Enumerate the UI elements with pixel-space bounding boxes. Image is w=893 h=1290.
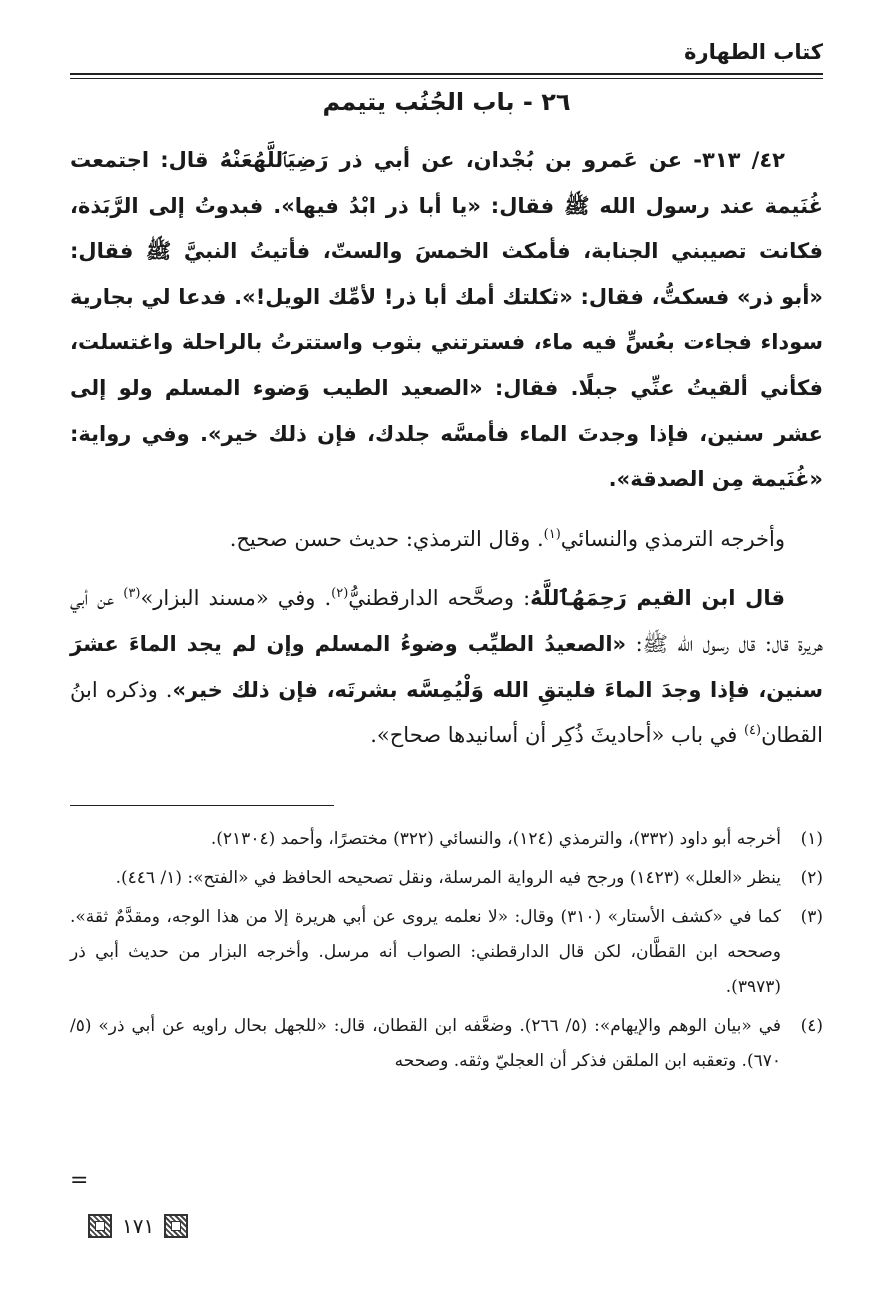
ornament-right-icon: [164, 1214, 188, 1238]
takhrij-text-a: وأخرجه الترمذي والنسائي: [560, 526, 785, 551]
footnote-number: (٣): [800, 907, 823, 927]
chapter-title: ٢٦ - باب الجُنُب يتيمم: [322, 88, 571, 116]
hadith-number: ٤٢/ ٣١٣-: [682, 148, 785, 172]
takhrij-text-b: . وقال الترمذي: حديث حسن صحيح.: [229, 526, 544, 551]
footnote-item: [70, 900, 823, 1005]
page-number-block: [88, 1214, 188, 1238]
running-header: [70, 40, 823, 76]
commentary-text-d: . وذكره ابنُ القطان: [70, 677, 823, 748]
quoted-hadith: «الصعيدُ الطيِّب وضوءُ المسلم وإن لم يجد الماءَ عشرَ سنين، فإذا وجدَ الماءَ فليتقِ الله وَلْيُمِسَّه بشرتَه، فإن ذلك خير»: [70, 631, 823, 702]
footnote-ref-1[interactable]: (١): [543, 526, 561, 542]
footnote-item: [70, 861, 823, 896]
footnote-item: [70, 822, 823, 857]
footnote-text: أخرجه أبو داود (٣٣٢)، والترمذي (١٢٤)، والنسائي (٣٢٢) مختصرًا، وأحمد (٢١٣٠٤).: [210, 829, 781, 849]
commentary-text-e: في باب «أحاديثَ ذُكِر أن أسانيدها صحاح».: [370, 723, 744, 748]
hadith-text: عن عَمرو بن بُجْدان، عن أبي ذر رَضِيَٱللَّهُعَنْهُ قال: اجتمعت غُنَيمة عند رسول الله ﷺ فقال: «يا أبا ذر ابْدُ فيها». فبدوتُ إلى الرَّبَذة، فكانت تصيبني الجنابة، فأمكث الخمسَ والستّ، فأتيتُ النبيَّ ﷺ فقال: «أبو ذر» فسكتُّ، فقال: «ثكلتك أمك أبا ذر! لأمِّك الويل!». فدعا لي بجارية سوداء فجاءت بعُسٍّ فيه ماء، فسترتني بثوب واستترتُ بالراحلة واغتسلت، فكأني ألقيتُ عنِّي جبلًا. فقال: «الصعيد الطيب وَضوء المسلم ولو إلى عشر سنين، فإذا وجدتَ الماء فأمسَّه جلدك، فإن ذلك خير». وفي رواية: «غُنَيمة مِن الصدقة».: [70, 148, 823, 492]
footnote-separator: [70, 805, 334, 806]
book-title: كتاب الطهارة: [684, 40, 823, 64]
takhrij-paragraph: [70, 517, 823, 563]
commentary-text-c: عن أبي هريرة قال: قال رسول الله ﷺ:: [70, 586, 823, 656]
commentary-text-a: : وصحَّحه الدارقطنيُّ: [348, 586, 531, 611]
footnote-ref-4[interactable]: (٤): [743, 723, 762, 739]
footnotes-section: [70, 822, 823, 1079]
footnote-number: (٤): [800, 1016, 823, 1036]
hadith-paragraph: [70, 138, 823, 503]
commentary-paragraph: [70, 576, 823, 758]
main-text: [70, 138, 823, 759]
header-rule-thin: [70, 78, 823, 79]
footnote-ref-3[interactable]: (٣): [123, 586, 141, 602]
footnote-item: [70, 1009, 823, 1079]
footnote-text: كما في «كشف الأستار» (٣١٠) وقال: «لا نعلمه يروى عن أبي هريرة إلا من هذا الوجه، ومقدَّمٌ ثقة». وصححه ابن القطَّان، لكن قال الدارقطني: الصواب أنه مرسل. وأخرجه البزار من حديث أبي ذر (٣٩٧٣).: [70, 907, 781, 997]
footnote-number: (٢): [800, 868, 823, 888]
continuation-mark: =: [70, 1168, 89, 1193]
commentary-speaker: قال ابن القيم رَحِمَهُٱللَّهُ: [530, 586, 785, 611]
footnote-number: (١): [800, 829, 823, 849]
footnote-text: ينظر «العلل» (١٤٢٣) ورجح فيه الرواية المرسلة، ونقل تصحيحه الحافظ في «الفتح»: (١/ ٤٤٦).: [115, 868, 781, 888]
page-number: ١٧١: [122, 1214, 155, 1238]
ornament-left-icon: [88, 1214, 112, 1238]
footnote-ref-2[interactable]: (٢): [331, 586, 349, 602]
header-rule-thick: [70, 73, 823, 75]
footnote-text: في «بيان الوهم والإيهام»: (٥/ ٢٦٦). وضعَّفه ابن القطان، قال: «للجهل بحال راويه عن أبي ذر» (٥/ ٦٧٠). وتعقبه ابن الملقن فذكر أن العجليّ وثقه. وصححه: [70, 1016, 782, 1071]
commentary-text-b: . وفي «مسند البزار»: [140, 586, 332, 611]
